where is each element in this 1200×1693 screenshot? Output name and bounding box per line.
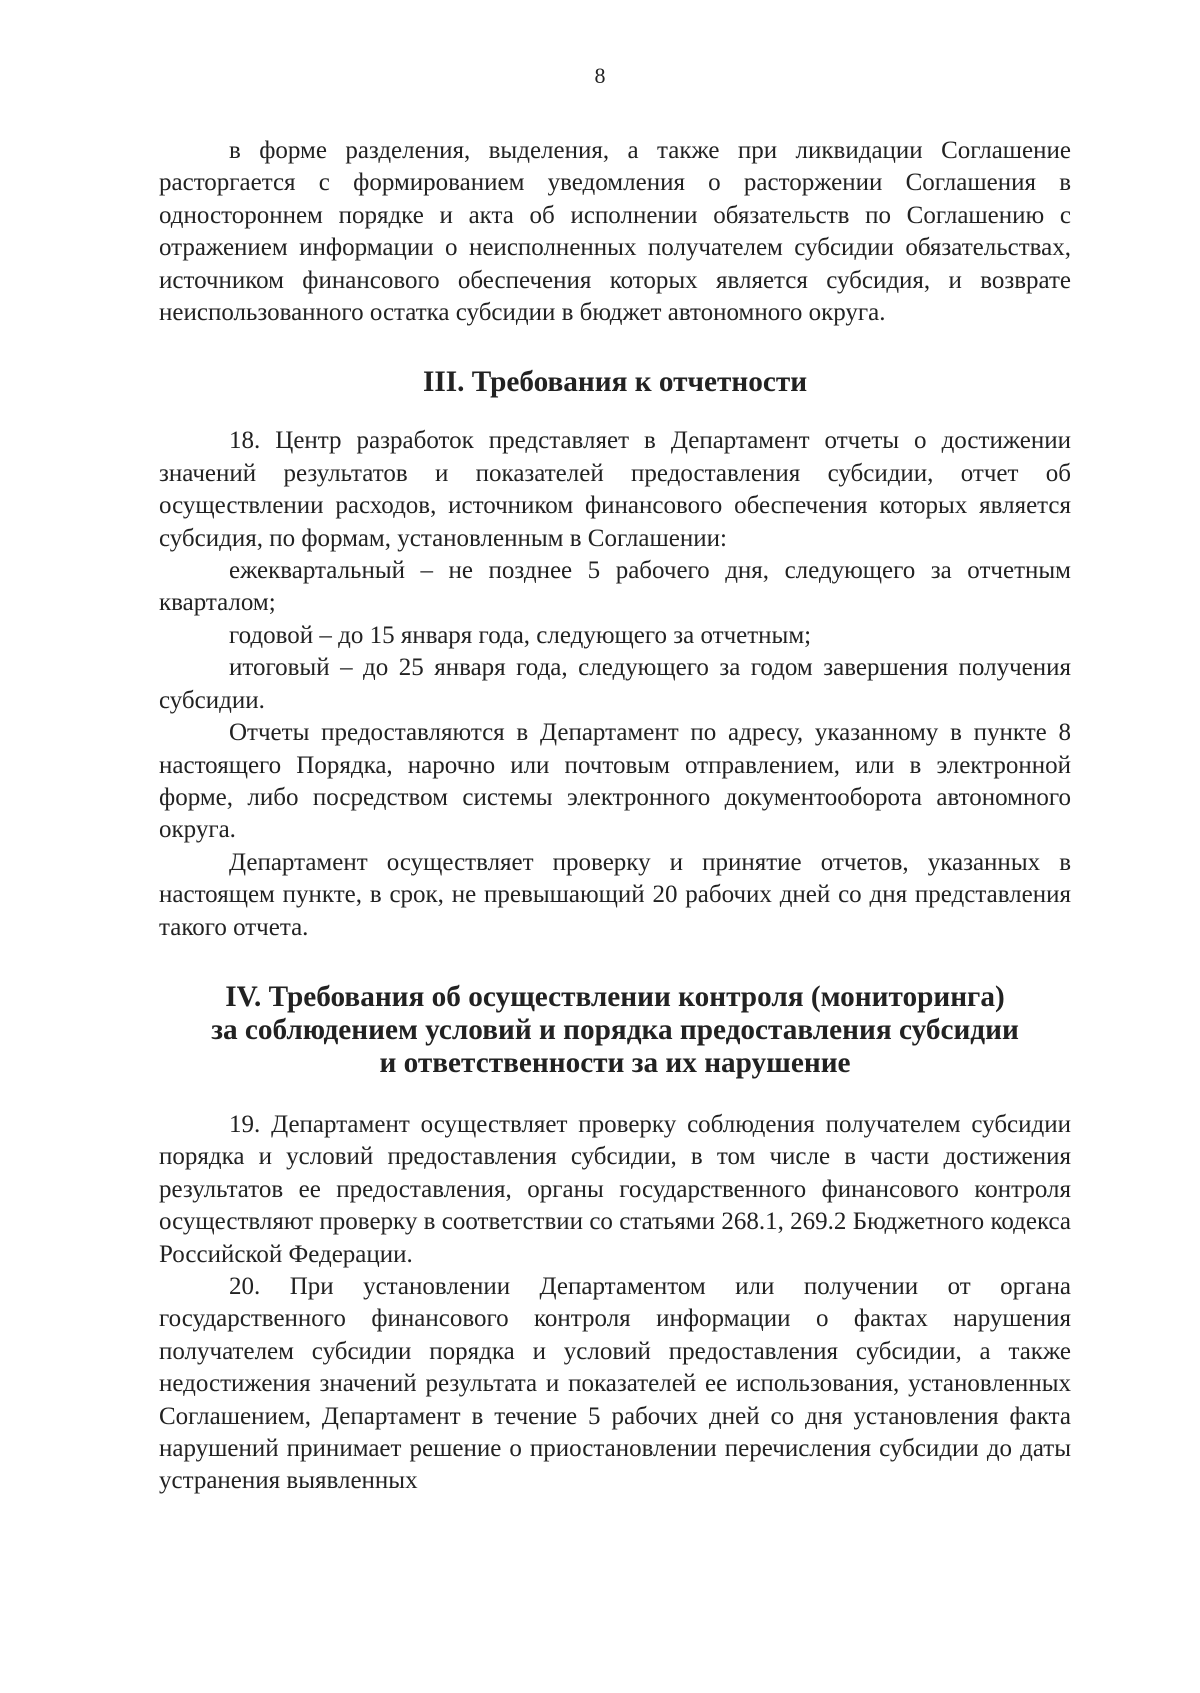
section-3-paragraph: Отчеты предоставляются в Департамент по адресу, указанному в пункте 8 настоящего Порядка, нарочно или почтовым отправлением, или в электронной форме, либо посредством системы электронного документооборота автономного округа. xyxy=(159,719,1071,844)
intro-paragraph: в форме разделения, выделения, а также при ликвидации Соглашение расторгается с формированием уведомления о расторжении Соглашения в одностороннем порядке и акта об исполнении обязательств по Соглашению с отражением информации о неисполненных получателем субсидии обязательствах, источником финансового обеспечения которых является субсидия, и возврате неиспользованного остатка субсидии в бюджет автономного округа. xyxy=(159,137,1071,327)
section-3-heading: III. Требования к отчетности xyxy=(422,366,808,399)
section-3-paragraph: ежеквартальный – не позднее 5 рабочего дня, следующего за отчетным кварталом; xyxy=(159,557,1071,617)
section-3-paragraph: годовой – до 15 января года, следующего за отчетным; xyxy=(229,621,812,649)
section-3-paragraph: итоговый – до 25 января года, следующего за годом завершения получения субсидии. xyxy=(159,654,1071,714)
page-content xyxy=(159,135,1071,1498)
section-4-heading: IV. Требования об осуществлении контроля (мониторинга) за соблюдением условий и порядка предоставления субсидии и ответственности за их нарушение xyxy=(211,980,1019,1079)
section-3-paragraph: Департамент осуществляет проверку и принятие отчетов, указанных в настоящем пункте, в срок, не превышающий 20 рабочих дней со дня представления такого отчета. xyxy=(159,848,1071,941)
page-number: 8 xyxy=(594,63,606,88)
section-3-paragraph: 18. Центр разработок представляет в Департамент отчеты о достижении значений результатов и показателей предоставления субсидии, отчет об осуществлении расходов, источником финансового обеспечения которых является субсидия, по формам, установленным в Соглашении: xyxy=(159,427,1071,552)
section-4-paragraph: 20. При установлении Департаментом или получении от органа государственного финансового контроля информации о фактах нарушения получателем субсидии порядка и условий предоставления субсидии, а также недостижения значений результата и показателей ее использования, установленных Соглашением, Департамент в течение 5 рабочих дней со дня установления факта нарушений принимает решение о приостановлении перечисления субсидии до даты устранения выявленных xyxy=(159,1272,1071,1495)
section-4-paragraph: 19. Департамент осуществляет проверку соблюдения получателем субсидии порядка и условий предоставления субсидии, в том числе в части достижения результатов ее предоставления, органы государственного финансового контроля осуществляют проверку в соответствии со статьями 268.1, 269.2 Бюджетного кодекса Российской Федерации. xyxy=(159,1110,1071,1268)
